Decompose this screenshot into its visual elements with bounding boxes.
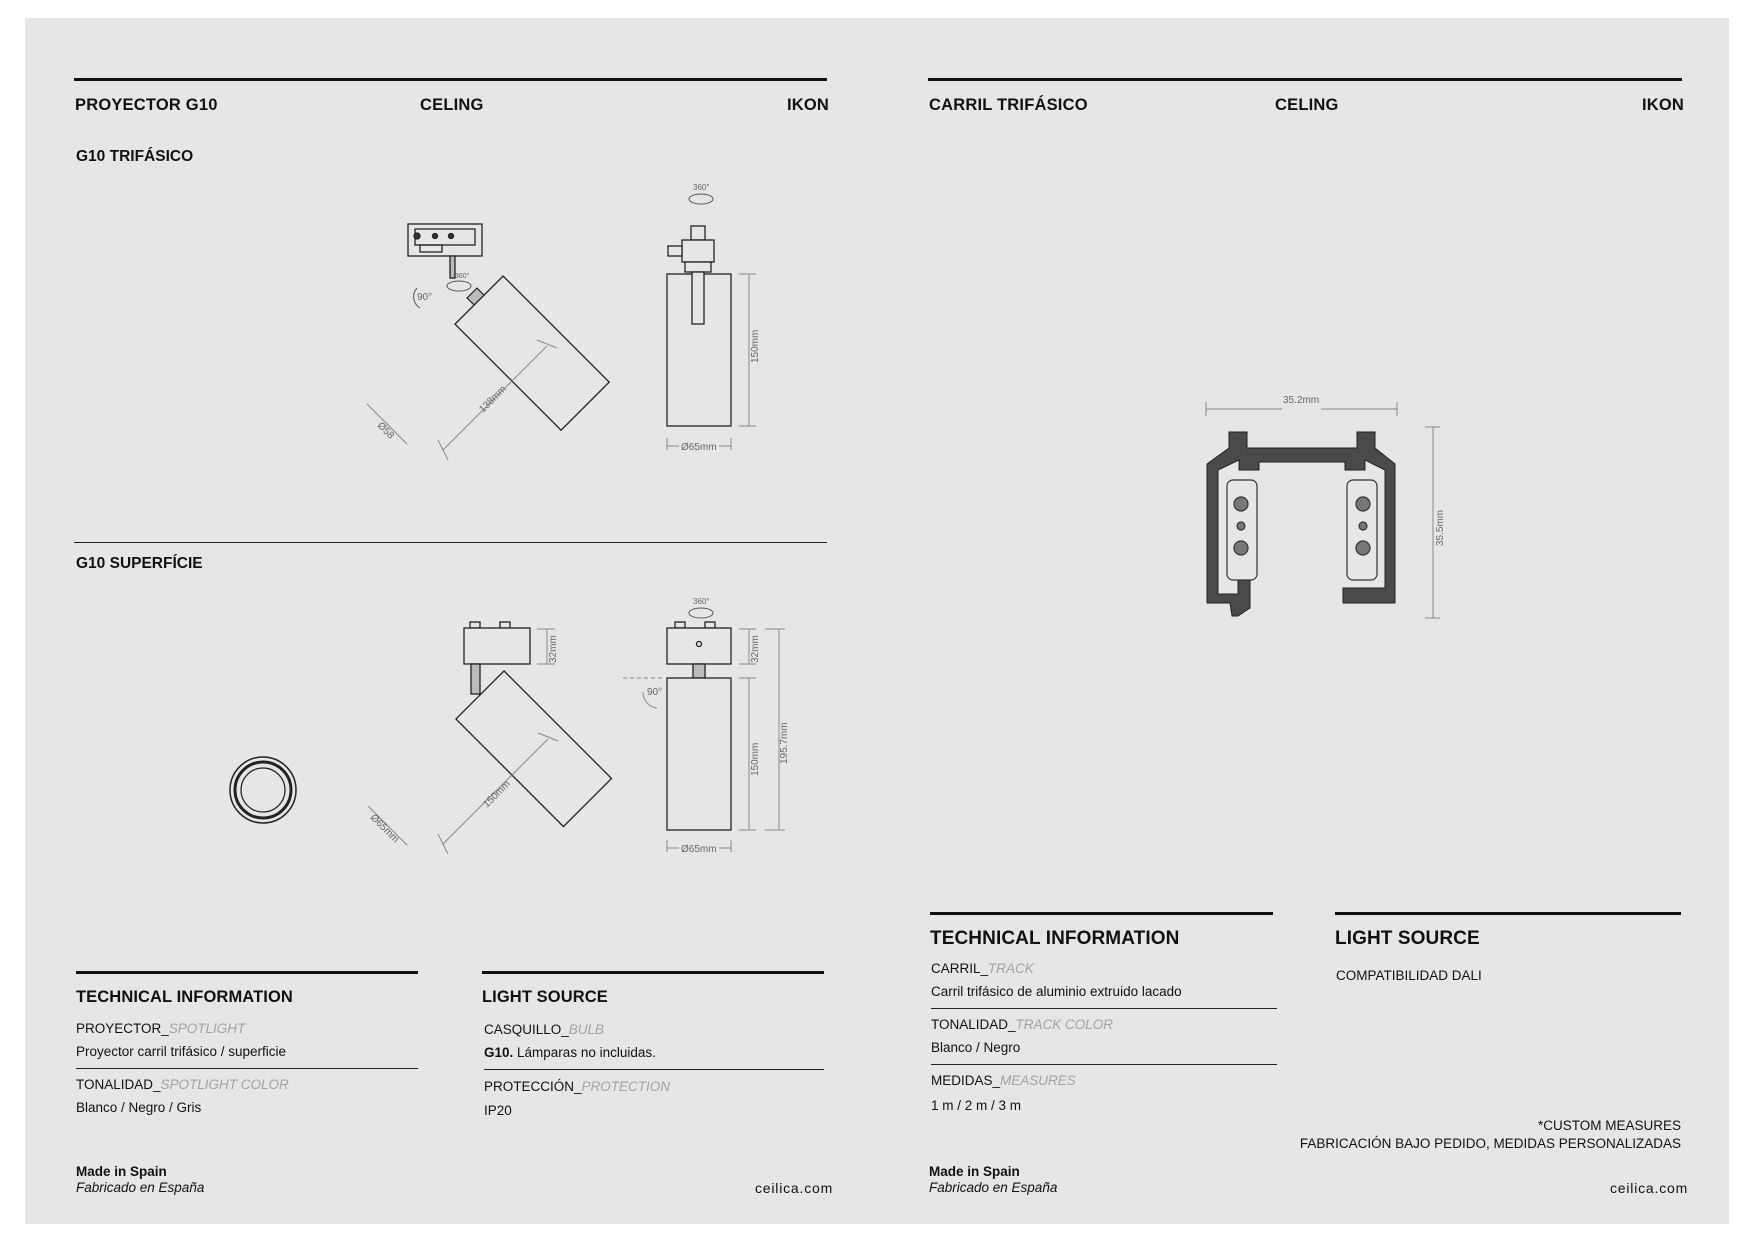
right-tech-divider-2 (931, 1064, 1277, 1065)
dim-base-height-2: 32mm (548, 635, 559, 663)
right-footer-made-es: Fabricado en España (929, 1180, 1058, 1195)
right-tech-title: TECHNICAL INFORMATION (930, 928, 1180, 949)
left-footer-site: ceilica.com (755, 1180, 834, 1196)
track-conductors-right (1347, 480, 1377, 580)
left-tech-value-color: Blanco / Negro / Gris (76, 1100, 202, 1115)
right-header-category: CELING (1275, 96, 1339, 114)
left-footer-made: Made in Spain (76, 1164, 167, 1179)
section-title-trifasico: G10 TRIFÁSICO (76, 148, 194, 165)
left-header-brand: IKON (787, 96, 830, 114)
custom-measures-line2: FABRICACIÓN BAJO PEDIDO, MEDIDAS PERSONALIZADAS (1299, 1136, 1681, 1151)
section-title-superficie: G10 SUPERFÍCIE (76, 555, 203, 572)
dim-height-2: 150mm (750, 742, 761, 776)
dim-track-height: 35.5mm (1435, 509, 1446, 546)
left-footer-made-es: Fabricado en España (76, 1180, 205, 1195)
dim-length-1: 138mm (477, 383, 509, 416)
right-tech-value-color: Blanco / Negro (931, 1040, 1021, 1055)
right-header-brand: IKON (1642, 96, 1685, 114)
custom-measures-line1: *CUSTOM MEASURES (1537, 1118, 1681, 1133)
dim-length-2: 150mm (481, 778, 513, 811)
left-tech-value-spotlight: Proyector carril trifásico / superficie (76, 1044, 287, 1059)
dim-base-height-front: 32mm (750, 635, 761, 663)
dim-diameter-2: Ø65mm (367, 812, 401, 846)
dim-total-height: 195.7mm (779, 722, 790, 764)
rot-label-side-2: 90° (647, 687, 663, 698)
rot-label-side: 90° (417, 292, 433, 303)
left-light-value-bulb: G10. Lámparas no incluidas. (484, 1045, 656, 1060)
right-tech-value-measures: 1 m / 2 m / 3 m (931, 1098, 1022, 1113)
right-footer-made: Made in Spain (929, 1164, 1020, 1179)
right-tech-label-measures: MEDIDAS_MEASURES (931, 1073, 1076, 1088)
rot-label-top: 360° (693, 183, 710, 192)
right-tech-rule (930, 912, 1273, 915)
right-light-value: COMPATIBILIDAD DALI (1336, 968, 1482, 983)
left-light-value-protection: IP20 (484, 1103, 512, 1118)
drawing-track-profile (25, 18, 1729, 1224)
dim-height-1: 150mm (750, 329, 761, 363)
right-tech-divider-1 (931, 1008, 1277, 1009)
spec-sheet (25, 18, 1729, 1224)
dim-base-diameter-2: Ø65mm (681, 844, 717, 855)
right-light-rule (1335, 912, 1681, 915)
left-tech-label-spotlight: PROYECTOR_SPOTLIGHT (76, 1021, 246, 1036)
right-tech-label-track: CARRIL_TRACK (931, 961, 1034, 976)
right-footer-site: ceilica.com (1610, 1180, 1689, 1196)
left-light-label-bulb: CASQUILLO_BULB (484, 1022, 605, 1037)
left-tech-label-color: TONALIDAD_SPOTLIGHT COLOR (76, 1077, 289, 1092)
rot-label-top-2: 360° (693, 597, 710, 606)
left-light-label-protection: PROTECCIÓN_PROTECTION (484, 1079, 671, 1094)
dim-base-diameter-1: Ø65mm (681, 442, 717, 453)
left-tech-title: TECHNICAL INFORMATION (76, 988, 293, 1006)
left-header-title: PROYECTOR G10 (75, 96, 218, 114)
left-light-title: LIGHT SOURCE (482, 988, 608, 1006)
track-conductors-left (1227, 480, 1257, 580)
right-tech-value-track: Carril trifásico de aluminio extruido lacado (931, 984, 1182, 999)
right-header-title: CARRIL TRIFÁSICO (929, 96, 1088, 114)
right-tech-label-color: TONALIDAD_TRACK COLOR (931, 1017, 1114, 1032)
left-header-category: CELING (420, 96, 484, 114)
rot-label-small: 360° (455, 273, 470, 280)
right-light-title: LIGHT SOURCE (1335, 928, 1480, 949)
dim-diameter-1: Ø58 (374, 420, 397, 442)
dim-track-width: 35.2mm (1283, 395, 1320, 406)
